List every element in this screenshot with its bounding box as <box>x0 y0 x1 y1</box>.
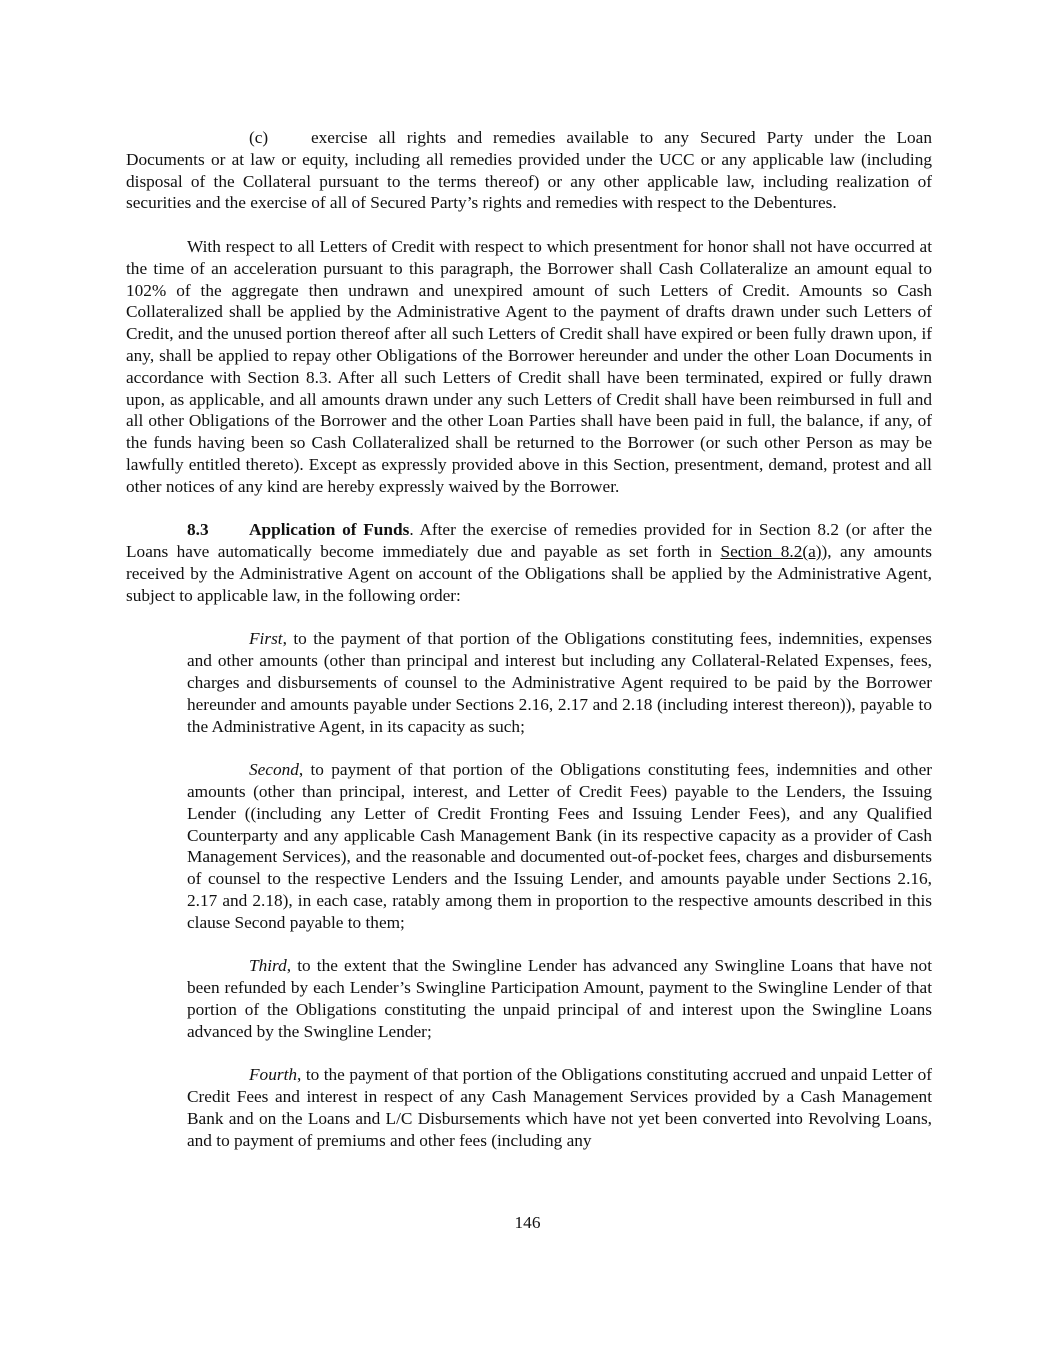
clause-first-label: First <box>249 629 283 649</box>
section-cross-reference: Section 8.2(a) <box>720 542 822 562</box>
clause-third <box>187 955 932 1042</box>
section-title: Application of Funds <box>249 520 410 540</box>
section-text-after-ref: ), any amounts received by the Administrative Agent on account of the Obligations shall be applied by the Administrative Agent, subject to applicable law, in the following order: <box>126 542 932 605</box>
clause-third-label: Third <box>249 956 287 976</box>
paragraph-c-text: exercise all rights and remedies available to any Secured Party under the Loan Documents or at law or equity, including all remedies provided under the UCC or any applicable law (including disposal of the Collateral pursuant to the terms thereof) or any other applicable law, including realization of securities and the exercise of all of Secured Party’s rights and remedies with respect to the Debentures. <box>126 128 932 213</box>
clause-first-text: , to the payment of that portion of the Obligations constituting fees, indemnities, expenses and other amounts (other than principal and interest but including any Collateral-Related Expenses, fees, charges and disbursements of counsel to the Administrative Agent required to be paid by the Borrower hereunder and amounts payable under Sections 2.16, 2.17 and 2.18 (including interest thereon)), payable to the Administrative Agent, in its capacity as such; <box>187 629 932 736</box>
section-8-3-paragraph <box>126 519 932 606</box>
paragraph-c <box>126 127 932 214</box>
clause-fourth <box>187 1064 932 1151</box>
clause-fourth-text: , to the payment of that portion of the Obligations constituting accrued and unpaid Letter of Credit Fees and interest in respect of any Cash Management Services provided by a Cash Management Bank and on the Loans and L/C Disbursements which have not yet been converted into Revolving Loans, and to payment of premiums and other fees (including any <box>187 1065 932 1150</box>
page-number: 146 <box>514 1213 541 1232</box>
letters-of-credit-paragraph: With respect to all Letters of Credit with respect to which presentment for honor shall not have occurred at the time of an acceleration pursuant to this paragraph, the Borrower shall Cash Collateralize an amount equal to 102% of the aggregate then undrawn and unexpired amount of such Letters of Credit. Amounts so Cash Collateralized shall be applied by the Administrative Agent to the payment of drafts drawn under such Letters of Credit, and the unused portion thereof after all such Letters of Credit shall have expired or been fully drawn upon, if any, shall be applied to repay other Obligations of the Borrower hereunder and under the other Loan Documents in accordance with Section 8.3. After all such Letters of Credit shall have been terminated, expired or fully drawn upon, as applicable, and all amounts drawn under any such Letters of Credit shall have been reimbursed in full and all other Obligations of the Borrower and the other Loan Parties shall have been paid in full, the balance, if any, of the funds having been so Cash Collateralized shall be returned to the Borrower (or such other Person as may be lawfully entitled thereto). Except as expressly provided above in this Section, presentment, demand, protest and all other notices of any kind are hereby expressly waived by the Borrower. <box>126 236 932 496</box>
clause-fourth-label: Fourth <box>249 1065 298 1085</box>
clause-third-text: , to the extent that the Swingline Lender has advanced any Swingline Loans that have not been refunded by each Lender’s Swingline Participation Amount, payment to the Swingline Lender of that portion of the Obligations constituting the unpaid principal of and interest upon the Swingline Loans advanced by the Swingline Lender; <box>187 956 932 1041</box>
clause-second <box>187 759 932 933</box>
document-page <box>126 127 932 1151</box>
section-number: 8.3 <box>187 520 209 540</box>
clause-second-label: Second <box>249 760 299 780</box>
clause-first <box>187 628 932 737</box>
section-text-before-ref: . After the exercise of remedies provided for in Section 8.2 (or after the Loans have automatically become immediately due and payable as set forth in <box>126 520 932 562</box>
clause-second-text: , to payment of that portion of the Obligations constituting fees, indemnities and other amounts (other than principal, interest, and Letter of Credit Fees) payable to the Lenders, the Issuing Lender ((including any Letter of Credit Fronting Fees and Issuing Lender Fees), and any Qualified Counterparty and any applicable Cash Management Bank (in its respective capacity as a provider of Cash Management Services), and the reasonable and documented out-of-pocket fees, charges and disbursements of counsel to the respective Lenders and the Issuing Lender, and amounts payable under Sections 2.16, 2.17 and 2.18), in each case, ratably among them in proportion to the respective amounts described in this clause Second payable to them; <box>187 760 932 932</box>
paragraph-c-label: (c) <box>249 128 269 147</box>
